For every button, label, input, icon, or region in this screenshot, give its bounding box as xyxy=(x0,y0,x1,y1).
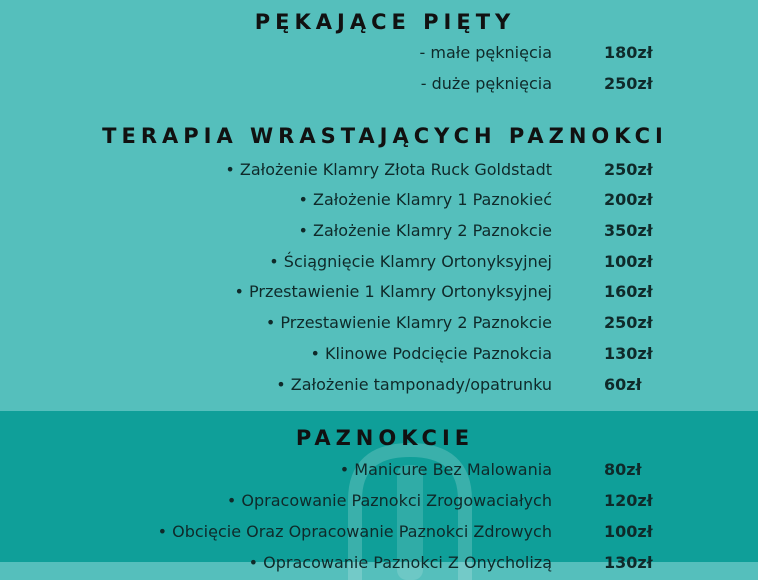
service-name: • Przestawienie 1 Klamry Ortonyksyjnej xyxy=(234,282,552,301)
service-price: 60zł xyxy=(604,375,642,394)
price-row xyxy=(0,551,758,575)
service-name: • Założenie Klamry Złota Ruck Goldstadt xyxy=(225,160,552,179)
service-price: 120zł xyxy=(604,491,653,510)
section-title-paznokcie: PAZNOKCIE xyxy=(295,426,475,450)
service-name: • Obcięcie Oraz Opracowanie Paznokci Zdrowych xyxy=(157,522,552,541)
service-price: 200zł xyxy=(604,190,653,209)
price-row xyxy=(0,219,758,243)
price-row xyxy=(0,520,758,544)
service-price: 180zł xyxy=(604,43,653,62)
service-price: 100zł xyxy=(604,252,653,271)
service-price: 250zł xyxy=(604,313,653,332)
price-row xyxy=(0,72,758,96)
price-row xyxy=(0,458,758,482)
service-name: • Opracowanie Paznokci Z Onycholizą xyxy=(248,553,552,572)
price-row xyxy=(0,188,758,212)
price-row xyxy=(0,250,758,274)
price-row xyxy=(0,342,758,366)
price-row xyxy=(0,373,758,397)
service-price: 250zł xyxy=(604,160,653,179)
section-title-terapia: TERAPIA WRASTAJĄCYCH PAZNOKCI xyxy=(102,124,668,148)
service-name: - duże pęknięcia xyxy=(420,74,552,93)
service-name: • Założenie Klamry 1 Paznokieć xyxy=(298,190,552,209)
service-name: • Ściągnięcie Klamry Ortonyksyjnej xyxy=(269,252,552,271)
price-row xyxy=(0,158,758,182)
section-title-pekajace-piety: PĘKAJĄCE PIĘTY xyxy=(254,10,516,34)
price-row xyxy=(0,489,758,513)
service-name: • Manicure Bez Malowania xyxy=(339,460,552,479)
service-price: 250zł xyxy=(604,74,653,93)
price-row xyxy=(0,311,758,335)
service-price: 100zł xyxy=(604,522,653,541)
price-row xyxy=(0,280,758,304)
service-price: 130zł xyxy=(604,344,653,363)
service-name: • Opracowanie Paznokci Zrogowaciałych xyxy=(226,491,552,510)
service-name: - małe pęknięcia xyxy=(419,43,552,62)
service-price: 130zł xyxy=(604,553,653,572)
service-name: • Klinowe Podcięcie Paznokcia xyxy=(310,344,552,363)
service-name: • Założenie tamponady/opatrunku xyxy=(276,375,552,394)
price-row xyxy=(0,41,758,65)
service-price: 80zł xyxy=(604,460,642,479)
service-name: • Założenie Klamry 2 Paznokcie xyxy=(298,221,552,240)
service-price: 350zł xyxy=(604,221,653,240)
service-price: 160zł xyxy=(604,282,653,301)
service-name: • Przestawienie Klamry 2 Paznokcie xyxy=(265,313,552,332)
